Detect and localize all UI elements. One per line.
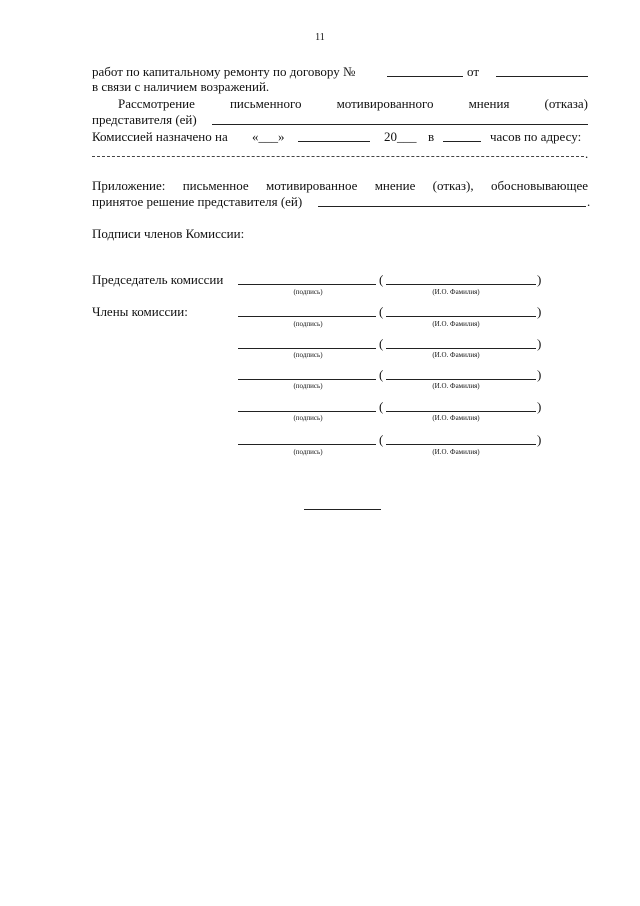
member-2-signature-line xyxy=(238,348,376,349)
text-line5-v: в xyxy=(428,129,435,144)
word-motivirovannoe: мотивированное xyxy=(266,178,358,193)
hours-blank xyxy=(443,141,481,142)
page-number: 11 xyxy=(315,32,325,43)
member-3-signature-caption: (подпись) xyxy=(293,382,323,390)
member-2-open-paren: ( xyxy=(379,336,384,351)
word-otkaza: (отказа) xyxy=(544,96,588,111)
word-pismennogo: письменного xyxy=(229,96,302,111)
member-1-name-caption: (И.О. Фамилия) xyxy=(432,320,480,328)
text-line6-period: . xyxy=(585,146,589,161)
member-5-signature-caption: (подпись) xyxy=(293,448,323,456)
word-prilozhenie: Приложение: xyxy=(92,178,166,193)
member-1-signature-line xyxy=(238,316,376,317)
appendix-blank xyxy=(318,206,586,207)
member-4-name-caption: (И.О. Фамилия) xyxy=(432,414,480,422)
member-4-name-line xyxy=(386,411,536,412)
chairman-signature-caption: (подпись) xyxy=(293,288,323,296)
signatures-heading: Подписи членов Комиссии: xyxy=(92,226,245,241)
word-mneniya: мнения xyxy=(468,96,510,111)
member-4-close-paren: ) xyxy=(537,399,542,414)
member-3-open-paren: ( xyxy=(379,367,384,382)
chairman-open-paren: ( xyxy=(379,272,384,287)
text-line5-day: «___» xyxy=(252,129,285,144)
member-5-close-paren: ) xyxy=(537,432,542,447)
word-pismennoe: письменное xyxy=(182,178,249,193)
member-5-name-line xyxy=(386,444,536,445)
text-line5-part1: Комиссией назначено на xyxy=(92,129,228,144)
member-4-signature-line xyxy=(238,411,376,412)
text-line2: в связи с наличием возражений. xyxy=(92,79,270,94)
member-1-signature-caption: (подпись) xyxy=(293,320,323,328)
member-3-name-caption: (И.О. Фамилия) xyxy=(432,382,480,390)
address-blank xyxy=(92,156,584,157)
text-appendix-line1 xyxy=(92,178,588,194)
text-line1-part1: работ по капитальному ремонту по договору № xyxy=(92,64,356,79)
chairman-name-caption: (И.О. Фамилия) xyxy=(432,288,480,296)
contract-number-blank xyxy=(387,76,463,77)
member-3-name-line xyxy=(386,379,536,380)
member-5-name-caption: (И.О. Фамилия) xyxy=(432,448,480,456)
chairman-signature-line xyxy=(238,284,376,285)
representative-blank xyxy=(212,124,588,125)
month-blank xyxy=(298,141,370,142)
text-appendix-period: . xyxy=(587,194,591,209)
text-line3 xyxy=(118,96,588,112)
word-motivirovannogo: мотивированного xyxy=(336,96,434,111)
chairman-close-paren: ) xyxy=(537,272,542,287)
member-5-open-paren: ( xyxy=(379,432,384,447)
word-obosnovyvayushchee: обосновывающее xyxy=(490,178,588,193)
text-line4: представителя (ей) xyxy=(92,112,197,127)
member-2-signature-caption: (подпись) xyxy=(293,351,323,359)
member-2-name-caption: (И.О. Фамилия) xyxy=(432,351,480,359)
word-otkaz: (отказ), xyxy=(432,178,474,193)
chairman-name-line xyxy=(386,284,536,285)
word-mnenie: мнение xyxy=(374,178,416,193)
contract-date-blank xyxy=(496,76,588,77)
member-4-open-paren: ( xyxy=(379,399,384,414)
member-2-name-line xyxy=(386,348,536,349)
member-5-signature-line xyxy=(238,444,376,445)
member-1-close-paren: ) xyxy=(537,304,542,319)
text-appendix-line2: принятое решение представителя (ей) xyxy=(92,194,303,209)
member-2-close-paren: ) xyxy=(537,336,542,351)
text-line5-year: 20___ xyxy=(384,129,417,144)
member-3-close-paren: ) xyxy=(537,367,542,382)
members-label: Члены комиссии: xyxy=(92,304,188,319)
text-line5-hours: часов по адресу: xyxy=(490,129,582,144)
chairman-label: Председатель комиссии xyxy=(92,272,224,287)
member-1-name-line xyxy=(386,316,536,317)
end-separator-line xyxy=(304,509,381,510)
text-line1-ot: от xyxy=(467,64,480,79)
member-4-signature-caption: (подпись) xyxy=(293,414,323,422)
member-1-open-paren: ( xyxy=(379,304,384,319)
member-3-signature-line xyxy=(238,379,376,380)
word-rassmotrenie: Рассмотрение xyxy=(118,96,195,111)
